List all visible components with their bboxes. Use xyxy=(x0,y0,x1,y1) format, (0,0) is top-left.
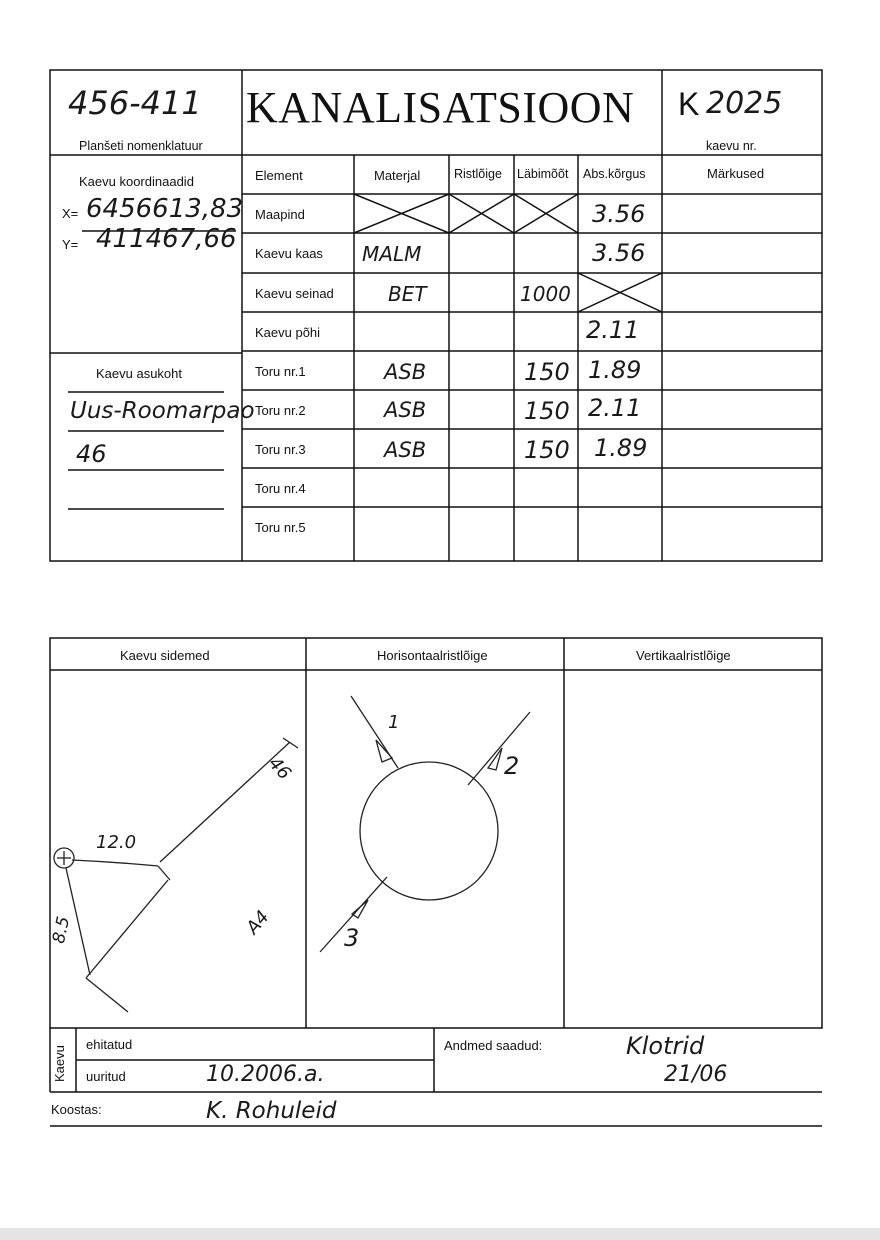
dimension-label: 8.5 xyxy=(48,914,75,946)
cell-material: MALM xyxy=(362,242,422,266)
cell-material: BET xyxy=(388,282,427,306)
well-prefix: K xyxy=(678,86,700,122)
cell-diameter: 150 xyxy=(524,397,570,425)
header-notes: Märkused xyxy=(707,166,765,181)
footer-side-label: Kaevu xyxy=(52,1045,67,1082)
header-cross-section: Ristlõige xyxy=(454,167,502,181)
location-line2: 46 xyxy=(76,440,107,468)
row-label: Toru nr.5 xyxy=(255,520,306,535)
pipe-label: 2 xyxy=(504,752,520,780)
surveyed-date: 10.2006.a. xyxy=(206,1062,325,1087)
cell-abs-height: 1.89 xyxy=(588,356,642,384)
pipe-label: 3 xyxy=(344,924,360,952)
cell-material: ASB xyxy=(384,438,427,462)
scan-edge xyxy=(0,1228,880,1240)
cell-diameter: 1000 xyxy=(520,282,571,306)
row-label: Kaevu kaas xyxy=(255,246,323,261)
x-coordinate-value: 6456613,83 xyxy=(86,194,244,224)
compiled-label: Koostas: xyxy=(51,1102,102,1117)
cell-diameter: 150 xyxy=(524,436,570,464)
cell-material: ASB xyxy=(384,398,427,422)
cell-abs-height: 2.11 xyxy=(586,316,640,344)
panel-title-connections: Kaevu sidemed xyxy=(120,648,210,663)
cell-abs-height: 2.11 xyxy=(588,394,642,422)
well-number-value: 2025 xyxy=(706,86,783,121)
sketch-frame xyxy=(50,638,822,1028)
x-label: X= xyxy=(62,206,79,221)
data-received-signature: Klotrid xyxy=(626,1032,705,1060)
row-label: Kaevu põhi xyxy=(255,325,321,340)
panel-title-horizontal: Horisontaalristlõige xyxy=(377,648,488,663)
pipe-label: 1 xyxy=(388,712,400,733)
built-label: ehitatud xyxy=(86,1037,133,1052)
coordinates-label: Kaevu koordinaadid xyxy=(79,174,194,189)
dimension-label: 12.0 xyxy=(96,832,137,853)
plan-number-label: Planšeti nomenklatuur xyxy=(79,139,203,153)
cell-abs-height: 1.89 xyxy=(594,434,648,462)
y-label: Y= xyxy=(62,237,79,252)
row-label: Toru nr.1 xyxy=(255,364,306,379)
cell-abs-height: 3.56 xyxy=(592,200,646,228)
plan-number-value: 456-411 xyxy=(68,84,202,122)
dimension-label: 46 xyxy=(263,752,295,785)
row-label: Maapind xyxy=(255,207,305,222)
row-label: Toru nr.3 xyxy=(255,442,306,457)
header-material: Materjal xyxy=(374,168,421,183)
cell-material: ASB xyxy=(384,360,427,384)
location-label: Kaevu asukoht xyxy=(96,366,183,381)
connections-sketch xyxy=(54,738,298,1012)
sketch-label-a4: A4 xyxy=(242,906,274,939)
header-element: Element xyxy=(255,168,303,183)
location-line1: Uus-Roomarpao xyxy=(70,398,255,424)
surveyed-label: uuritud xyxy=(86,1069,126,1084)
cell-abs-height: 3.56 xyxy=(592,239,646,267)
row-label: Toru nr.2 xyxy=(255,403,306,418)
data-received-label: Andmed saadud: xyxy=(444,1038,543,1053)
row-label: Toru nr.4 xyxy=(255,481,306,496)
header-diameter: Läbimõõt xyxy=(517,167,569,181)
horizontal-section-sketch xyxy=(320,696,530,952)
data-received-date: 21/06 xyxy=(664,1062,728,1087)
panel-title-vertical: Vertikaalristlõige xyxy=(636,648,731,663)
cell-diameter: 150 xyxy=(524,358,570,386)
y-coordinate-value: 411467,66 xyxy=(96,224,237,254)
page-title: KANALISATSIOON xyxy=(246,83,635,132)
well-number-label: kaevu nr. xyxy=(706,139,757,153)
compiled-signature: K. Rohuleid xyxy=(206,1098,337,1124)
row-label: Kaevu seinad xyxy=(255,286,334,301)
header-abs-height: Abs.kõrgus xyxy=(583,167,646,181)
well-circle xyxy=(360,762,498,900)
